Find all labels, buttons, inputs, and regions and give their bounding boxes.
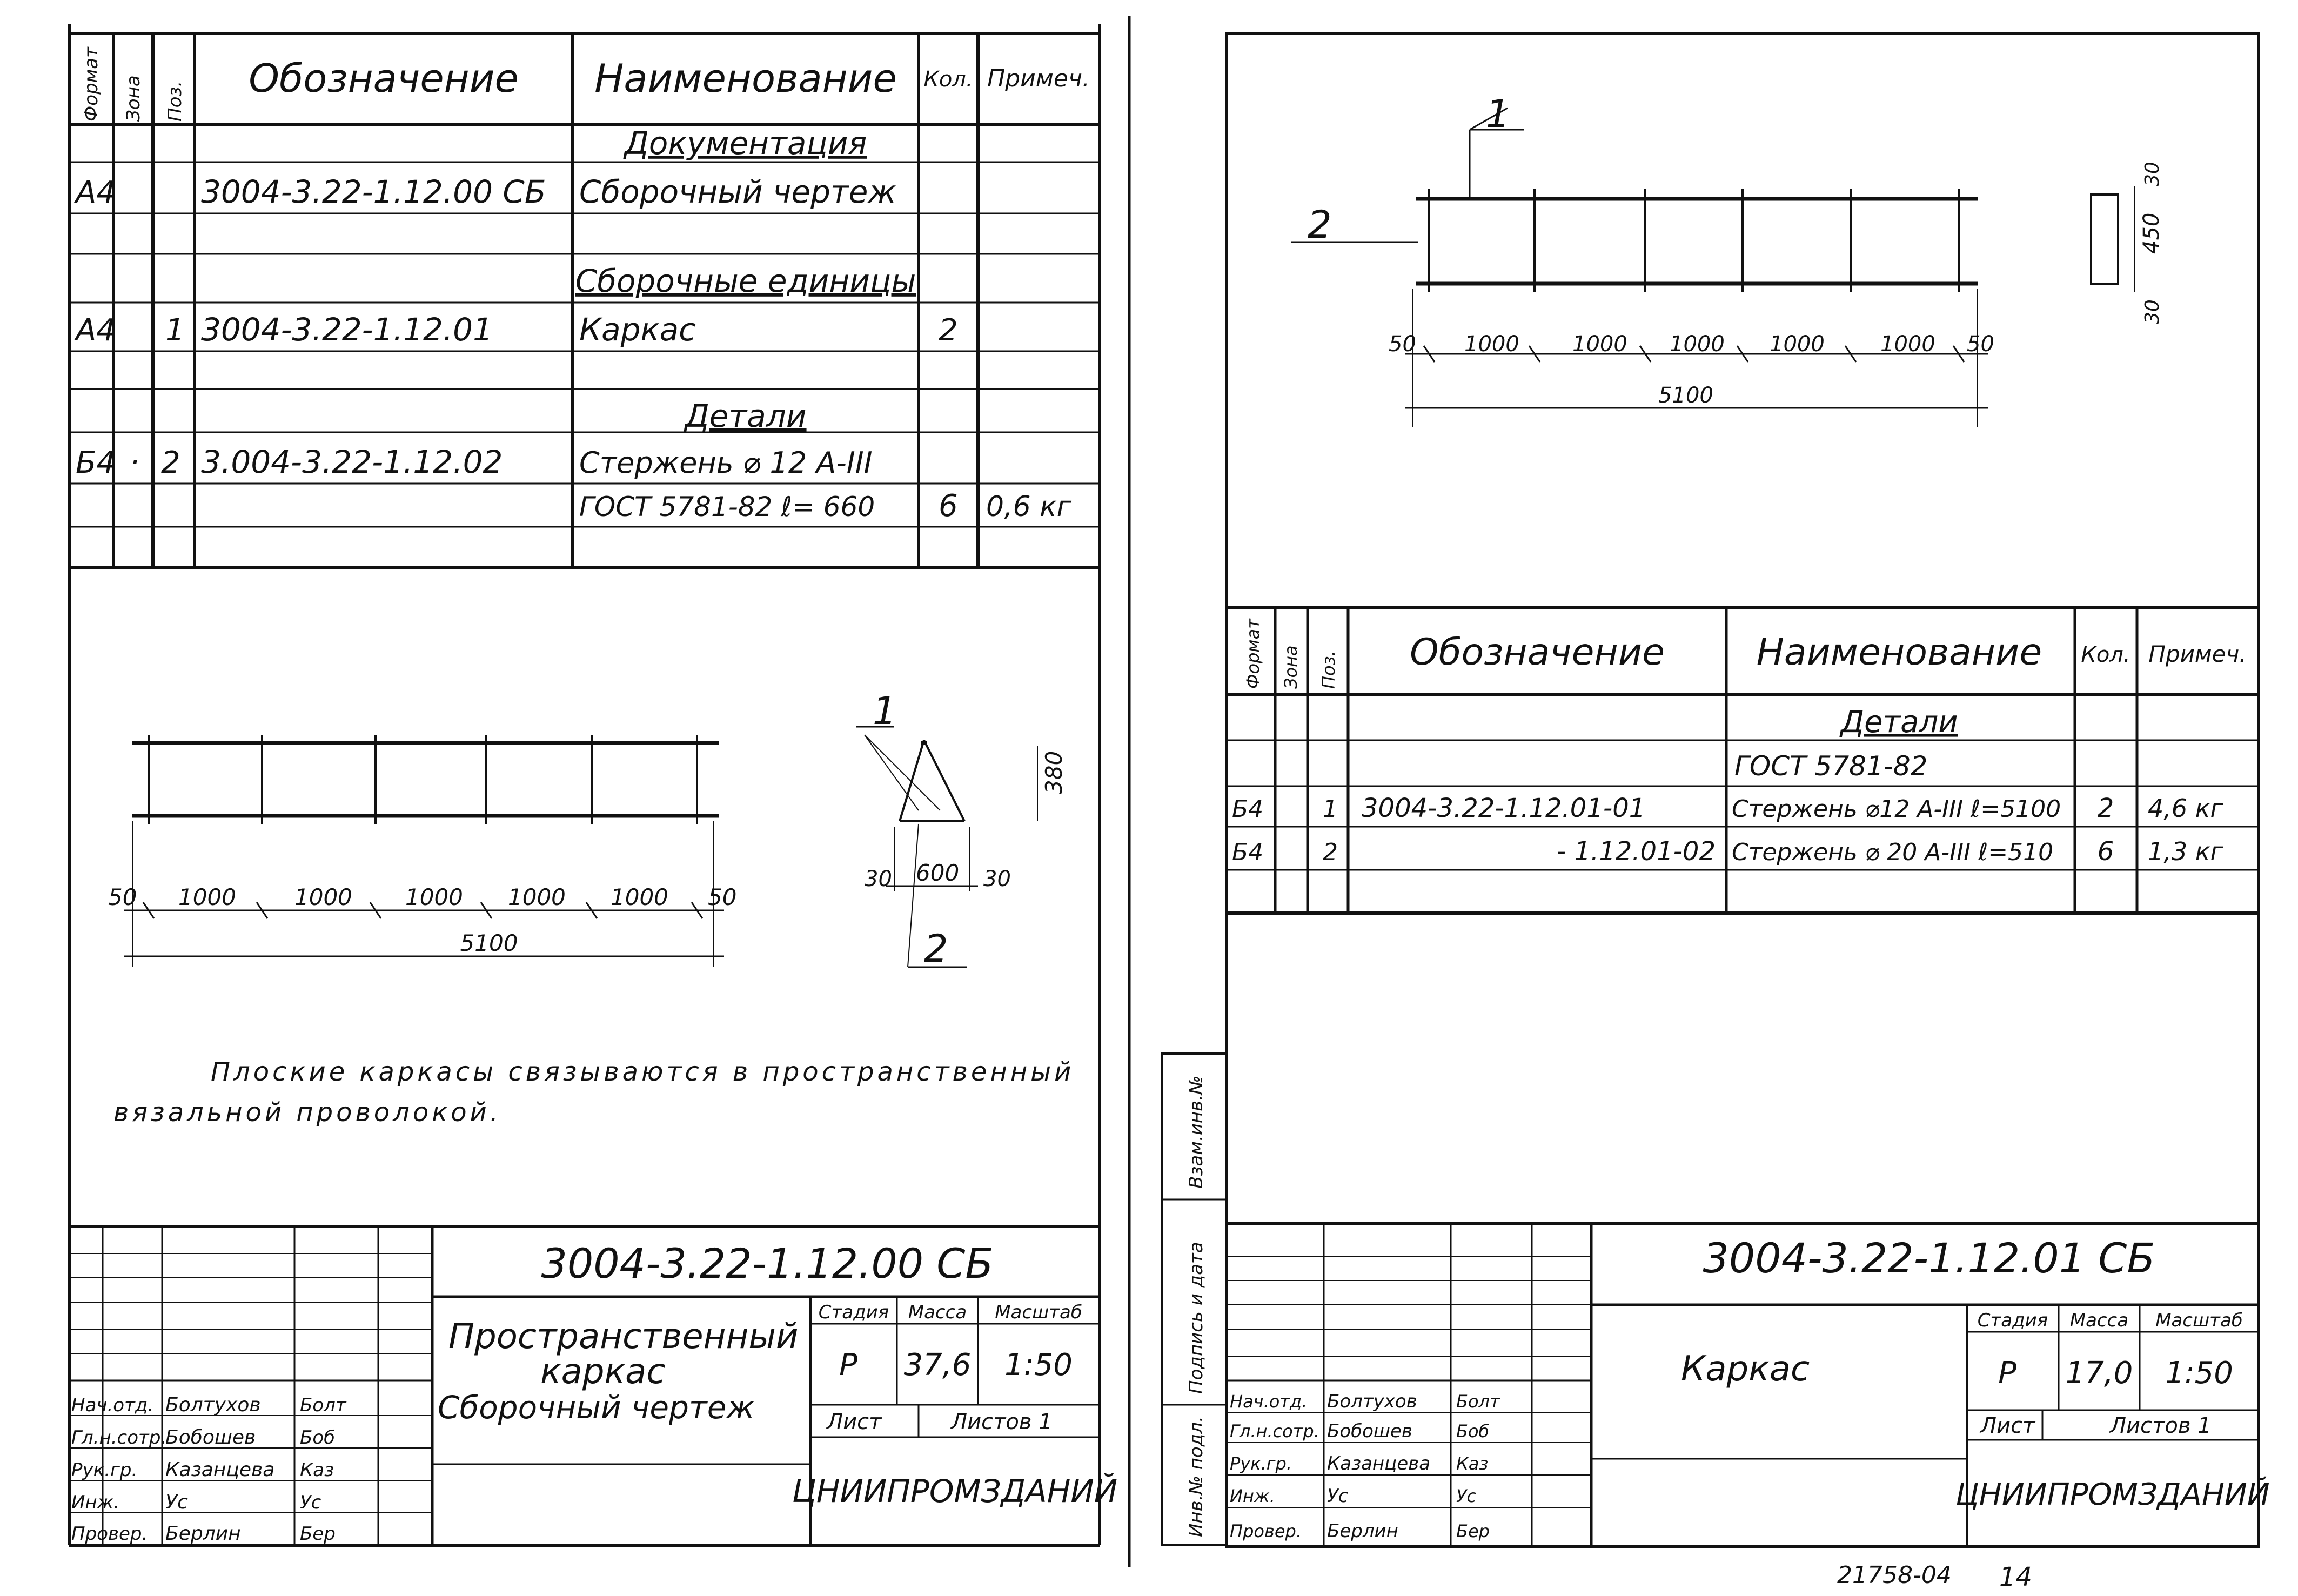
- right-tb-signature-4: Ус: [1456, 1486, 1477, 1506]
- r-row1-format: Б4: [1232, 795, 1264, 823]
- left-tb-signature-3: Каз: [300, 1459, 334, 1481]
- left-callout-1: 1: [873, 689, 897, 733]
- right-tb-name-5: Берлин: [1327, 1520, 1398, 1542]
- row1-format: А4: [76, 175, 116, 210]
- r-hdr-pos: Поз.: [1318, 651, 1339, 689]
- right-tb-signature-5: Бер: [1456, 1521, 1490, 1541]
- right-dim-1000-5: 1000: [1880, 332, 1935, 357]
- right-footer-code: 21758-04: [1837, 1561, 1952, 1589]
- left-tb-role-4: Инж.: [71, 1492, 120, 1513]
- right-tb-sheets-label: Листов 1: [2110, 1413, 2212, 1438]
- right-dim-1000-2: 1000: [1572, 332, 1627, 357]
- left-note-line2: вязальной проволокой.: [113, 1097, 502, 1128]
- r-hdr-designation: Обозначение: [1410, 631, 1665, 674]
- r-hdr-qty: Кол.: [2081, 642, 2130, 667]
- right-section-dim-c: 30: [2141, 299, 2163, 324]
- left-tb-sheet-label: Лист: [827, 1410, 882, 1434]
- row4-qty: 6: [939, 488, 958, 524]
- right-tb-signature-1: Болт: [1456, 1391, 1500, 1412]
- right-tb-sheet-label: Лист: [1980, 1413, 2035, 1438]
- hdr-format: Формат: [81, 47, 102, 122]
- left-tb-sheets-label: Листов 1: [951, 1410, 1053, 1434]
- left-section-dim-a: 30: [865, 867, 892, 891]
- left-tb-name-4: Ус: [165, 1491, 188, 1513]
- row3-designation: 3.004-3.22-1.12.02: [201, 444, 503, 480]
- left-dim-1000-1: 1000: [178, 884, 236, 910]
- right-tb-signature-2: Боб: [1456, 1421, 1490, 1441]
- r-row1-pos: 1: [1323, 795, 1338, 823]
- right-tb-role-2: Гл.н.сотр.: [1230, 1421, 1319, 1441]
- right-tb-role-1: Нач.отд.: [1230, 1391, 1308, 1412]
- left-tb-title3: Сборочный чертеж: [438, 1389, 755, 1426]
- r-row2-qty: 6: [2097, 836, 2114, 867]
- right-tb-code: 3004-3.22-1.12.01 СБ: [1703, 1234, 2155, 1282]
- right-spec-table: [1227, 608, 2259, 913]
- right-tb-role-5: Провер.: [1230, 1521, 1302, 1541]
- right-tb-title: Каркас: [1680, 1349, 1810, 1389]
- left-section-dim-c: 30: [983, 867, 1011, 891]
- right-tb-signature-3: Каз: [1456, 1453, 1489, 1474]
- right-dim-total: 5100: [1658, 383, 1713, 408]
- left-title-block: [69, 1226, 1117, 1545]
- left-tb-name-3: Казанцева: [165, 1459, 275, 1481]
- right-side-stamp: [1162, 1054, 1227, 1545]
- row3-format: Б4: [76, 445, 116, 480]
- left-section-height: 380: [1041, 750, 1067, 794]
- left-tb-stage: Р: [839, 1347, 857, 1383]
- left-tb-signature-5: Бер: [300, 1523, 336, 1545]
- section-assemblies: Сборочные единицы: [575, 263, 916, 299]
- left-tb-role-3: Рук.гр.: [71, 1459, 138, 1481]
- left-dim-50-b: 50: [708, 884, 737, 910]
- left-tb-signature-4: Ус: [300, 1492, 321, 1513]
- right-title-block: [1227, 1224, 2270, 1545]
- r-row2-format: Б4: [1232, 839, 1264, 866]
- r-row1-note: 4,6 кг: [2148, 794, 2223, 823]
- hdr-zone: Зона: [123, 75, 144, 122]
- r-hdr-zone: Зона: [1281, 645, 1301, 689]
- left-dim-50-a: 50: [108, 884, 137, 910]
- left-tb-org: ЦНИИПРОМЗДАНИЙ: [792, 1473, 1118, 1510]
- row3-pos: 2: [161, 445, 180, 480]
- left-elevation-drawing: [108, 735, 736, 967]
- right-dim-1000-1: 1000: [1464, 332, 1519, 357]
- right-tb-role-3: Рук.гр.: [1230, 1453, 1292, 1474]
- r-row1-designation: 3004-3.22-1.12.01-01: [1362, 793, 1646, 823]
- left-dim-1000-3: 1000: [405, 884, 463, 910]
- left-dim-1000-2: 1000: [294, 884, 352, 910]
- right-tb-role-4: Инж.: [1230, 1486, 1275, 1506]
- section-details: Детали: [685, 398, 807, 434]
- row3-zone: ·: [130, 445, 139, 480]
- right-tb-org: ЦНИИПРОМЗДАНИЙ: [1955, 1477, 2270, 1512]
- row1-name: Сборочный чертеж: [579, 173, 896, 210]
- right-stamp-replace: Взам.инв.№: [1185, 1075, 1207, 1189]
- right-tb-name-3: Казанцева: [1327, 1453, 1431, 1474]
- right-section-drawing: [2091, 162, 2164, 324]
- row4-note: 0,6 кг: [986, 491, 1071, 523]
- left-tb-role-2: Гл.н.сотр.: [71, 1427, 167, 1449]
- right-tb-mass-label: Масса: [2069, 1310, 2129, 1331]
- right-footer-page: 14: [1999, 1562, 2033, 1592]
- right-tb-name-1: Болтухов: [1327, 1391, 1417, 1412]
- r-hdr-name: Наименование: [1756, 631, 2042, 674]
- row1-designation: 3004-3.22-1.12.00 СБ: [201, 173, 546, 210]
- left-tb-signature-2: Боб: [300, 1427, 336, 1449]
- left-tb-title1: Пространственный: [448, 1317, 799, 1357]
- section-documentation: Документация: [624, 125, 867, 162]
- r-section-gost: ГОСТ 5781-82: [1734, 750, 1928, 782]
- right-sheet: [1162, 33, 2270, 1592]
- left-dim-1000-5: 1000: [611, 884, 668, 910]
- right-stamp-inv: Инв.№ подл.: [1185, 1416, 1207, 1537]
- left-tb-role-5: Провер.: [71, 1523, 148, 1545]
- right-dim-1000-3: 1000: [1670, 332, 1725, 357]
- row2-pos: 1: [165, 313, 185, 348]
- row4-name: ГОСТ 5781-82 ℓ= 660: [579, 491, 875, 522]
- left-dim-1000-4: 1000: [508, 884, 566, 910]
- left-note-line1: Плоские каркасы связываются в пространственный: [211, 1057, 1075, 1087]
- right-callout-1: 1: [1486, 92, 1510, 136]
- right-section-dim-a: 30: [2141, 162, 2163, 186]
- right-elevation-drawing: [1291, 92, 1994, 427]
- left-tb-stage-label: Стадия: [818, 1302, 889, 1323]
- left-tb-role-1: Нач.отд.: [71, 1394, 154, 1416]
- left-tb-code: 3004-3.22-1.12.00 СБ: [541, 1239, 994, 1287]
- right-tb-mass: 17,0: [2065, 1356, 2133, 1391]
- right-dim-1000-4: 1000: [1770, 332, 1825, 357]
- left-tb-mass: 37,6: [903, 1347, 972, 1383]
- left-tb-signature-1: Болт: [300, 1394, 346, 1416]
- right-tb-name-4: Ус: [1327, 1485, 1349, 1507]
- left-spec-table: [69, 33, 1100, 567]
- left-tb-name-5: Берлин: [165, 1523, 241, 1545]
- left-callout-2: 2: [924, 927, 948, 971]
- right-callout-2: 2: [1308, 203, 1332, 247]
- right-dim-50-b: 50: [1967, 332, 1994, 357]
- hdr-designation: Обозначение: [249, 56, 519, 101]
- left-section-dim-b: 600: [916, 860, 960, 886]
- r-row2-pos: 2: [1323, 839, 1338, 866]
- r-row2-name: Стержень ⌀ 20 А-III ℓ=510: [1732, 839, 2054, 866]
- left-tb-name-2: Бобошев: [165, 1426, 256, 1449]
- left-tb-mass-label: Масса: [908, 1302, 967, 1323]
- hdr-note: Примеч.: [987, 65, 1090, 92]
- hdr-qty: Кол.: [923, 67, 973, 92]
- right-tb-stage-label: Стадия: [1977, 1310, 2048, 1331]
- left-sheet: [69, 16, 1129, 1567]
- right-tb-name-2: Бобошев: [1327, 1420, 1412, 1442]
- hdr-name: Наименование: [594, 56, 897, 101]
- left-tb-name-1: Болтухов: [165, 1394, 261, 1416]
- right-tb-scale-label: Масштаб: [2155, 1310, 2243, 1331]
- r-section-details: Детали: [1840, 705, 1958, 740]
- row2-format: А4: [76, 313, 116, 348]
- left-dim-total: 5100: [460, 930, 518, 956]
- r-row1-name: Стержень ⌀12 А-III ℓ=5100: [1732, 795, 2061, 823]
- row2-name: Каркас: [579, 311, 696, 348]
- left-tb-scale: 1:50: [1004, 1347, 1073, 1383]
- hdr-pos: Поз.: [164, 81, 186, 122]
- right-tb-stage: Р: [1998, 1356, 2016, 1391]
- right-section-dim-b: 450: [2139, 212, 2164, 254]
- left-section-drawing: [856, 689, 1067, 971]
- row2-qty: 2: [939, 313, 958, 348]
- r-row2-designation: - 1.12.01-02: [1556, 836, 1716, 867]
- right-tb-scale: 1:50: [2165, 1356, 2233, 1391]
- right-dim-50-a: 50: [1389, 332, 1416, 357]
- row3-name: Стержень ⌀ 12 А-III: [579, 446, 873, 480]
- r-hdr-format: Формат: [1243, 619, 1263, 689]
- r-hdr-note: Примеч.: [2148, 641, 2247, 667]
- row2-designation: 3004-3.22-1.12.01: [201, 311, 493, 348]
- right-stamp-sign: Подпись и дата: [1185, 1242, 1207, 1394]
- r-row1-qty: 2: [2097, 793, 2114, 823]
- left-tb-scale-label: Масштаб: [995, 1302, 1082, 1323]
- r-row2-note: 1,3 кг: [2148, 837, 2223, 866]
- left-tb-title2: каркас: [540, 1352, 666, 1392]
